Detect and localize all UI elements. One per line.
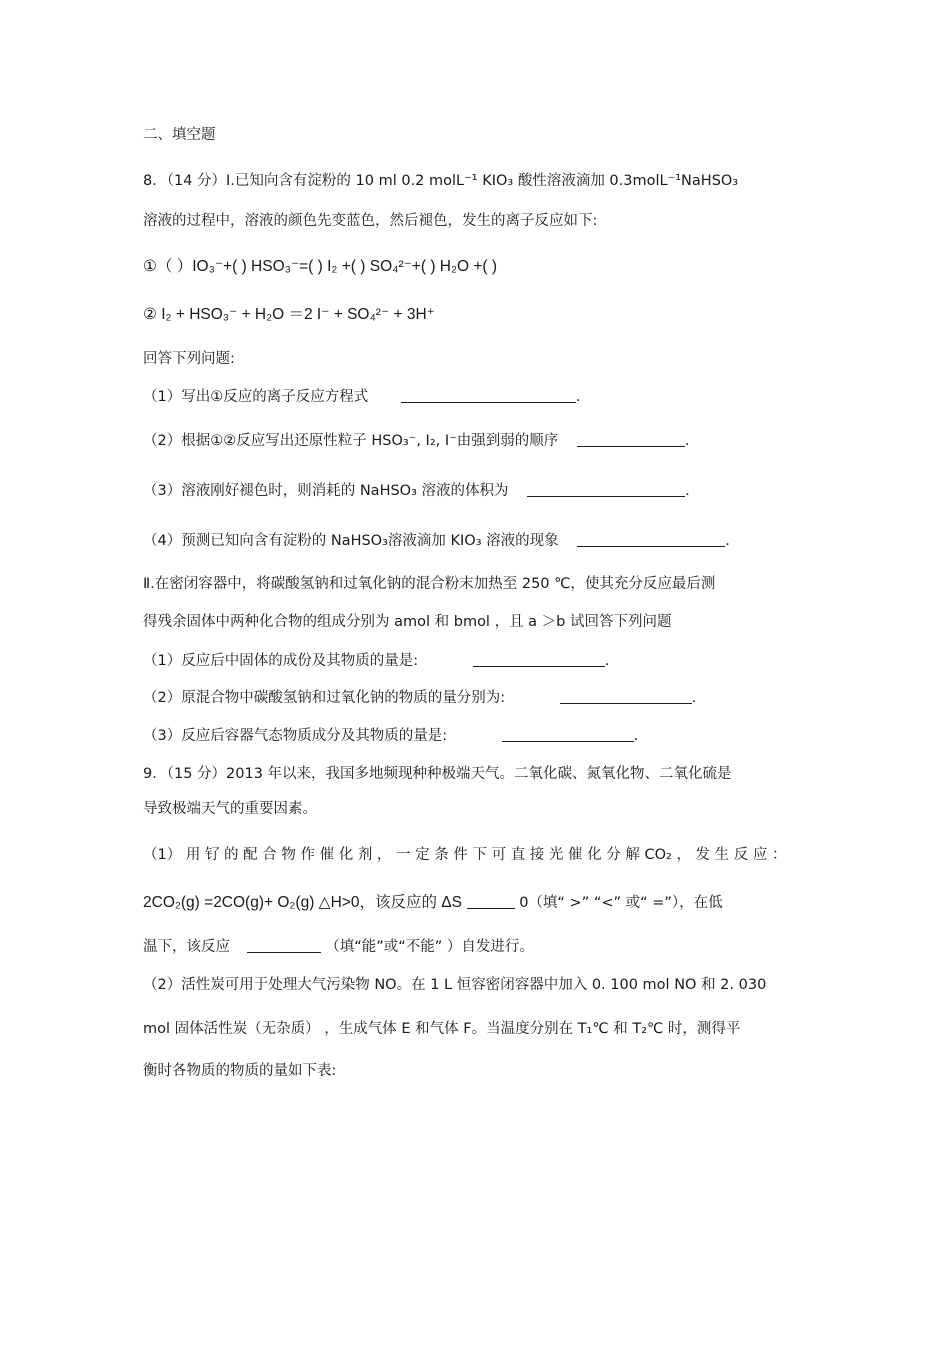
answer-blank[interactable] (577, 532, 725, 547)
q8-partII-q3: （3）反应后容器气态物质成分及其物质的量是: . (143, 728, 639, 744)
answer-blank[interactable] (527, 482, 685, 497)
q8-line2: 溶液的过程中，溶液的颜色先变蓝色，然后褪色，发生的离子反应如下: (143, 213, 598, 229)
q8-partII-line2: 得残余固体中两种化合物的组成分别为 amol 和 bmol ，且 a ＞b 试回答下列问题 (143, 614, 672, 630)
q9-part1-line2 (143, 892, 723, 914)
answer-blank[interactable] (577, 432, 685, 447)
q8-part3: （3）溶液刚好褪色时，则消耗的 NaHSO₃ 溶液的体积为 . (143, 483, 690, 499)
q8-line1: 8．（14 分）Ⅰ.已知向含有淀粉的 10 ml 0.2 molL⁻¹ KIO₃ 酸性溶液滴加 0.3molL⁻¹NaHSO₃ (143, 173, 739, 189)
q8-partII-q1-text: （1）反应后中固体的成份及其物质的量是: (143, 653, 419, 669)
q9-part2-line3: 衡时各物质的物质的量如下表: (143, 1063, 337, 1079)
q9-part2-line1: （2）活性炭可用于处理大气污染物 NO。在 1 L 恒容密闭容器中加入 0. 100 mol NO 和 2. 030 (143, 977, 767, 993)
q8-part4: （4）预测已知向含有淀粉的 NaHSO₃溶液滴加 KIO₃ 溶液的现象 . (143, 533, 730, 549)
answer-blank[interactable] (467, 894, 515, 909)
q9-part1-line1: （1） 用 钌 的 配 合 物 作 催 化 剂 ， 一 定 条 件 下 可 直 接 光 催 化 分 解 CO₂ ， 发 生 反 应 ： (143, 847, 787, 863)
q8-part3-text: （3）溶液刚好褪色时，则消耗的 NaHSO₃ 溶液的体积为 (143, 483, 509, 499)
q8-partII-q1: （1）反应后中固体的成份及其物质的量是: . (143, 653, 610, 669)
q9-part1-line3 (143, 936, 534, 958)
q8-part4-text: （4）预测已知向含有淀粉的 NaHSO₃溶液滴加 KIO₃ 溶液的现象 (143, 533, 559, 549)
q9-part1-line3-a: 温下，该反应 (143, 939, 230, 955)
q8-partII-line1: Ⅱ.在密闭容器中，将碳酸氢钠和过氧化钠的混合粉末加热至 250 ℃，使其充分反应最后测 (143, 576, 716, 592)
q8-part2-text: （2）根据①②反应写出还原性粒子 HSO₃⁻, I₂, I⁻由强到弱的顺序 (143, 433, 559, 449)
section-title: 二、填空题 (143, 127, 216, 143)
q8-equation-1: ①（ ）IO₃⁻+( ) HSO₃⁻=( ) I₂ +( ) SO₄²⁻+( ) H₂O +( ) (143, 258, 498, 275)
q8-part1: （1）写出①反应的离子反应方程式 . (143, 389, 581, 405)
answer-blank[interactable] (560, 689, 692, 704)
q8-partII-q3-text: （3）反应后容器气态物质成分及其物质的量是: (143, 728, 448, 744)
answer-blank[interactable] (473, 652, 605, 667)
q8-partII-q2-text: （2）原混合物中碳酸氢钠和过氧化钠的物质的量分别为: (143, 690, 506, 706)
answer-blank[interactable] (247, 938, 321, 953)
q8-partII-q2: （2）原混合物中碳酸氢钠和过氧化钠的物质的量分别为: . (143, 690, 697, 706)
q9-line1: 9．（15 分）2013 年以来，我国多地频现种种极端天气。二氧化碳、氮氧化物、二氧化硫是 (143, 766, 732, 782)
q8-part1-text: （1）写出①反应的离子反应方程式 (143, 389, 369, 405)
q8-part2: （2）根据①②反应写出还原性粒子 HSO₃⁻, I₂, I⁻由强到弱的顺序 . (143, 433, 690, 449)
q9-part1-equation: 2CO₂(g) =2CO(g)+ O₂(g) △H>0，该反应的 ΔS (143, 894, 462, 911)
answer-blank[interactable] (502, 727, 634, 742)
answer-blank[interactable] (401, 388, 576, 403)
q9-part1-line3-b: （填“能”或“不能” ）自发进行。 (325, 939, 534, 955)
q9-part1-tail: 0（填“ >” “<” 或“ =”），在低 (519, 895, 723, 911)
q8-equation-2: ② I₂ + HSO₃⁻ + H₂O ＝2 I⁻ + SO₄²⁻ + 3H⁺ (143, 306, 435, 323)
q9-part2-line2: mol 固体活性炭（无杂质） ，生成气体 E 和气体 F。当温度分别在 T₁℃ 和 T₂℃ 时，测得平 (143, 1021, 741, 1037)
q8-prompt: 回答下列问题: (143, 351, 235, 367)
q9-line2: 导致极端天气的重要因素。 (143, 801, 317, 817)
